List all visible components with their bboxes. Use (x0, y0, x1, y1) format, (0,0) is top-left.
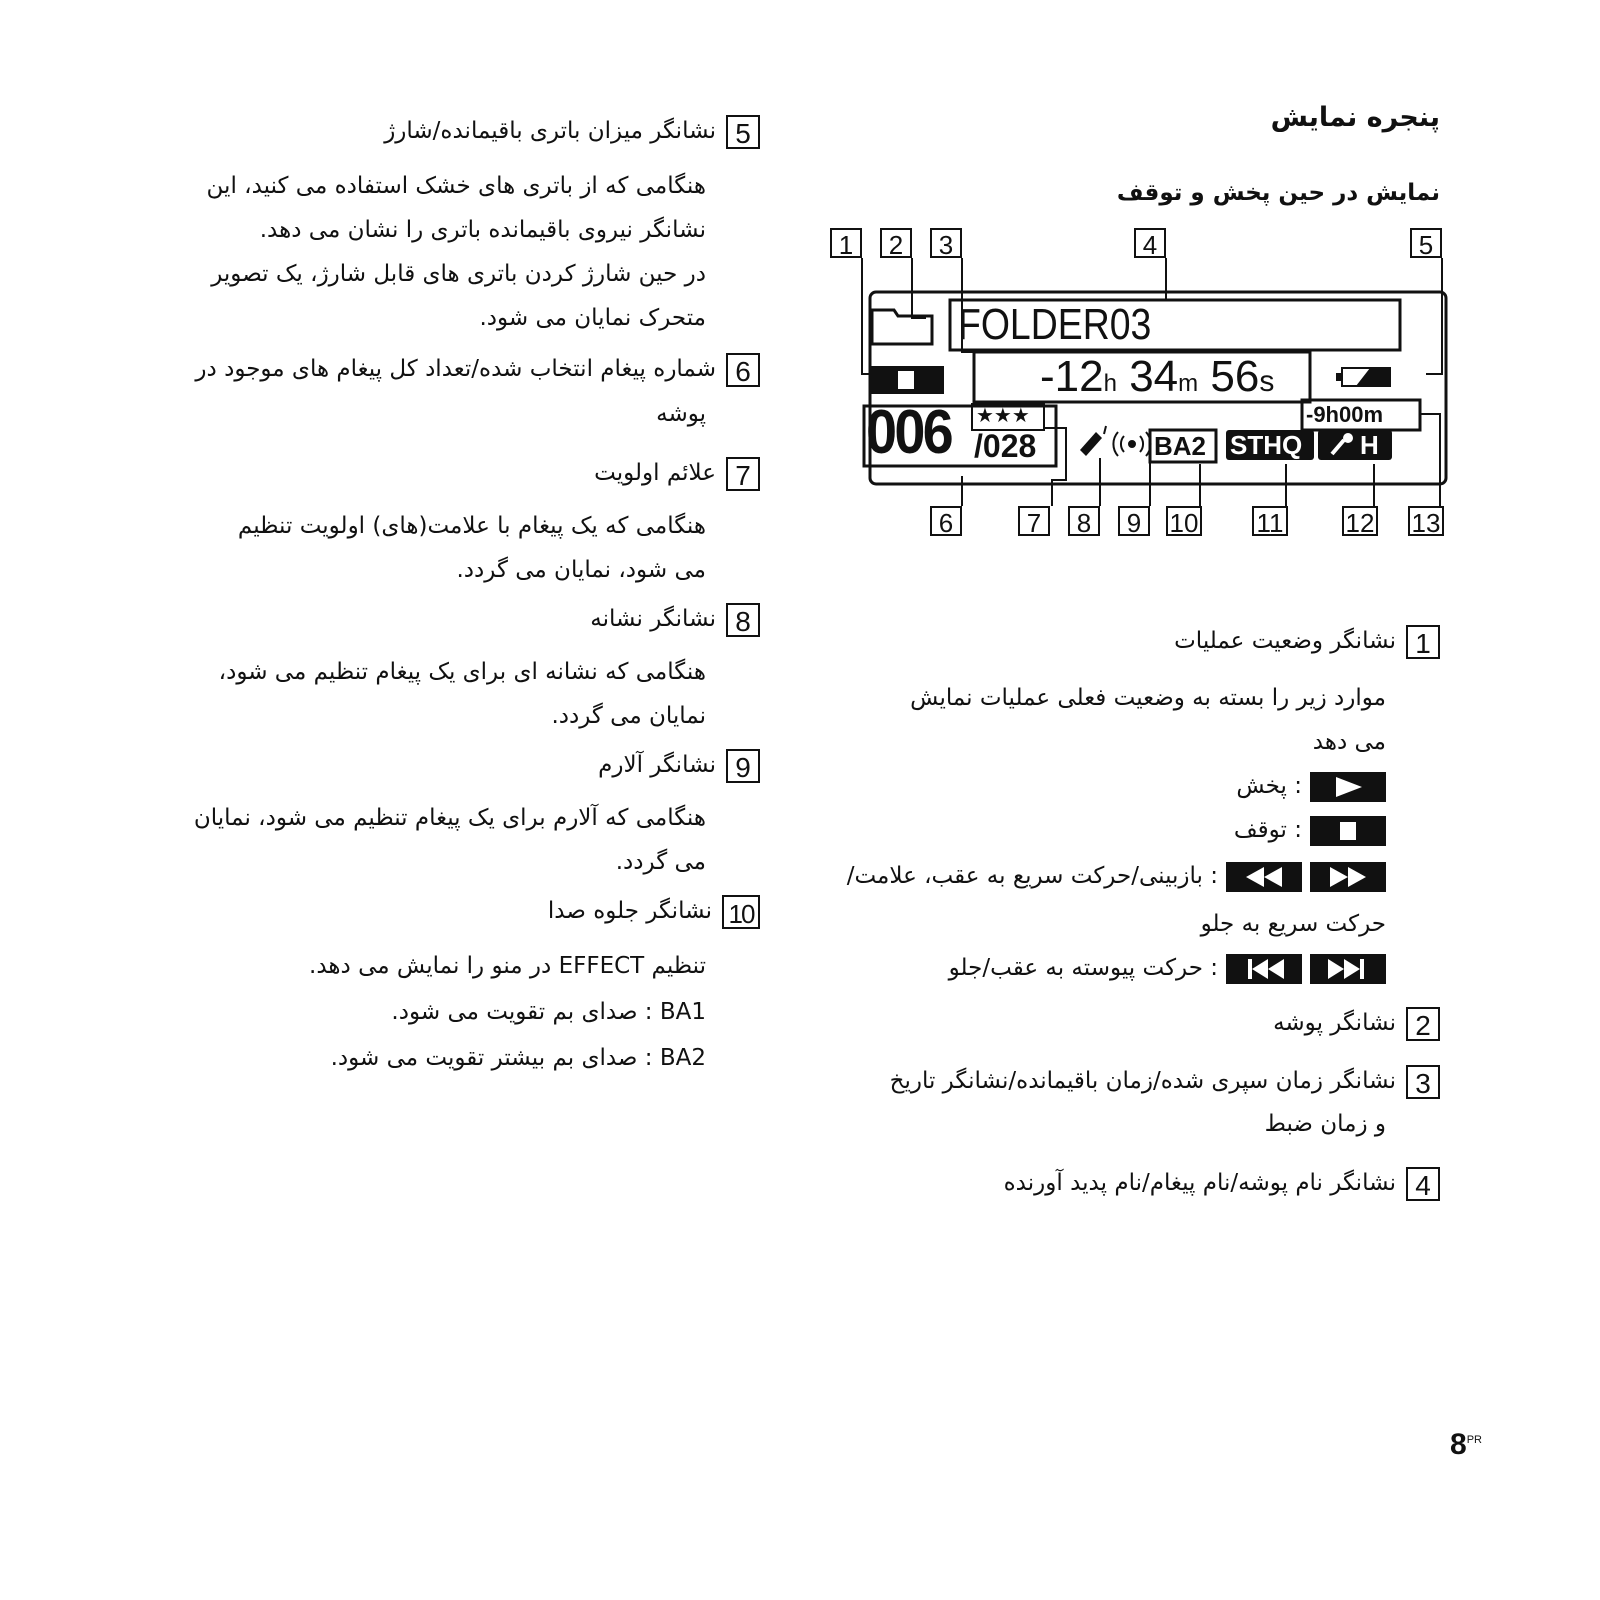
page-number (1450, 1428, 1482, 1462)
op-stop-label: : توقف (1233, 817, 1302, 843)
callout-7: 7 (1018, 506, 1050, 536)
effect-ba1: BA1 : صدای بم تقویت می شود. (391, 999, 706, 1025)
lcd-diagram (840, 228, 1490, 558)
lcd-remaining: -9h00m (1306, 402, 1384, 427)
lcd-folder-name: FOLDER03 (958, 300, 1152, 349)
callout-6: 6 (930, 506, 962, 536)
page-number-suffix: PR (1466, 1434, 1482, 1446)
callout-3: 3 (930, 228, 962, 258)
lcd-mic-sensitivity: H (1360, 430, 1379, 460)
callout-11: 11 (1252, 506, 1288, 536)
item-8-heading (590, 596, 760, 642)
item-5-heading (384, 108, 760, 154)
item-1-desc-line-1: موارد زیر را بسته به وضعیت فعلی عملیات نمایش (910, 685, 1386, 711)
alarm-icon (1113, 432, 1150, 456)
item-10-label: نشانگر جلوه صدا (547, 898, 712, 924)
skip-forward-icon (1310, 954, 1386, 984)
item-1-heading (1174, 618, 1440, 664)
callout-12: 12 (1342, 506, 1378, 536)
item-4-label: نشانگر نام پوشه/نام پیغام/نام پدید آورنده (1003, 1170, 1396, 1196)
item-9-heading (598, 742, 760, 788)
op-play-row (1236, 768, 1386, 804)
op-review-line-2: حرکت سریع به جلو (1200, 911, 1386, 937)
item-10-heading (548, 888, 760, 934)
fast-forward-icon (1310, 862, 1386, 892)
callout-13: 13 (1408, 506, 1444, 536)
stop-icon (1310, 816, 1386, 846)
lcd-message-total: /028 (974, 428, 1037, 464)
callout-4: 4 (1134, 228, 1166, 258)
op-stop-row (1234, 812, 1386, 848)
item-4-heading (1004, 1160, 1440, 1206)
item-5-desc-4: متحرک نمایان می شود. (479, 305, 706, 331)
item-5-desc-3: در حین شارژ کردن باتری های قابل شارژ، یک تصویر (211, 261, 706, 287)
item-7-label: علائم اولویت (594, 460, 716, 486)
skip-back-icon (1226, 954, 1302, 984)
item-7-desc-1: هنگامی که یک پیغام با علامت(های) اولویت تنظیم (237, 513, 706, 539)
item-1-desc-line-2: می دهد (1312, 729, 1386, 755)
item-5-label: نشانگر میزان باتری باقیمانده/شارژ (384, 118, 716, 144)
op-review-row (847, 858, 1386, 894)
item-3-heading (890, 1058, 1440, 1104)
lcd-priority-stars: ★★★ (976, 405, 1030, 427)
op-cue-row (949, 950, 1386, 986)
lcd-time-seconds: 56 (1210, 352, 1260, 401)
item-4-number: 4 (1406, 1167, 1440, 1201)
item-2-heading (1273, 1000, 1440, 1046)
lcd-unit-m: m (1178, 370, 1199, 397)
op-play-label: : پخش (1236, 773, 1302, 799)
lcd-message-number: 006 (866, 398, 952, 467)
op-cue-label: : حرکت پیوسته به عقب/جلو (948, 955, 1218, 981)
item-6-number: 6 (726, 353, 760, 387)
item-3-number: 3 (1406, 1065, 1440, 1099)
item-8-label: نشانگر نشانه (590, 606, 716, 632)
callout-10: 10 (1166, 506, 1202, 536)
lcd-effect: BA2 (1154, 431, 1207, 461)
item-3-label-line-2: و زمان ضبط (1264, 1111, 1386, 1137)
item-1-number: 1 (1406, 625, 1440, 659)
page-number-value: 8 (1450, 1428, 1467, 1461)
item-7-number: 7 (726, 457, 760, 491)
item-6-label-line-2: پوشه (656, 401, 706, 427)
item-5-desc-1: هنگامی که از باتری های خشک استفاده می کنید، این (206, 173, 706, 199)
callout-5: 5 (1410, 228, 1442, 258)
item-10-desc: تنظیم EFFECT در منو را نمایش می دهد. (309, 953, 706, 979)
item-2-label: نشانگر پوشه (1273, 1010, 1396, 1036)
lcd-time-hours: -12 (1040, 352, 1104, 401)
lcd-unit-s: s (1259, 365, 1275, 398)
item-9-label: نشانگر آلارم (598, 752, 716, 778)
item-8-desc-2: نمایان می گردد. (551, 703, 706, 729)
item-5-number: 5 (726, 115, 760, 149)
lcd-time-minutes: 34 (1129, 352, 1179, 401)
folder-icon (872, 310, 932, 344)
item-2-number: 2 (1406, 1007, 1440, 1041)
lcd-rec-mode: STHQ (1230, 430, 1303, 460)
lcd-unit-h: h (1103, 370, 1117, 397)
callout-2: 2 (880, 228, 912, 258)
page-title: پنجره نمایش (1270, 102, 1440, 133)
item-9-desc-1: هنگامی که آلارم برای یک پیغام تنظیم می شود، نمایان (193, 805, 706, 831)
bookmark-icon (1080, 432, 1102, 456)
op-review-label: : بازبینی/حرکت سریع به عقب، علامت/ (846, 863, 1218, 889)
item-9-number: 9 (726, 749, 760, 783)
item-7-heading (594, 450, 760, 496)
rewind-icon (1226, 862, 1302, 892)
effect-ba2: BA2 : صدای بم بیشتر تقویت می شود. (330, 1045, 706, 1071)
item-8-desc-1: هنگامی که نشانه ای برای یک پیغام تنظیم می شود، (218, 659, 706, 685)
item-9-desc-2: می گردد. (615, 849, 706, 875)
section-subtitle: نمایش در حین پخش و توقف (1116, 180, 1440, 206)
item-3-label: نشانگر زمان سپری شده/زمان باقیمانده/نشانگر تاریخ (889, 1068, 1396, 1094)
item-10-number: 10 (722, 895, 760, 929)
item-6-heading (195, 346, 760, 392)
item-8-number: 8 (726, 603, 760, 637)
item-6-label: شماره پیغام انتخاب شده/تعداد کل پیغام های موجود در (195, 356, 716, 382)
play-icon (1310, 772, 1386, 802)
callout-8: 8 (1068, 506, 1100, 536)
callout-9: 9 (1118, 506, 1150, 536)
lcd-time (1040, 352, 1274, 409)
item-7-desc-2: می شود، نمایان می گردد. (456, 557, 706, 583)
mic-badge-bg (1318, 430, 1392, 460)
callout-1: 1 (830, 228, 862, 258)
item-5-desc-2: نشانگر نیروی باقیمانده باتری را نشان می دهد. (259, 217, 706, 243)
item-1-label: نشانگر وضعیت عملیات (1174, 628, 1396, 654)
